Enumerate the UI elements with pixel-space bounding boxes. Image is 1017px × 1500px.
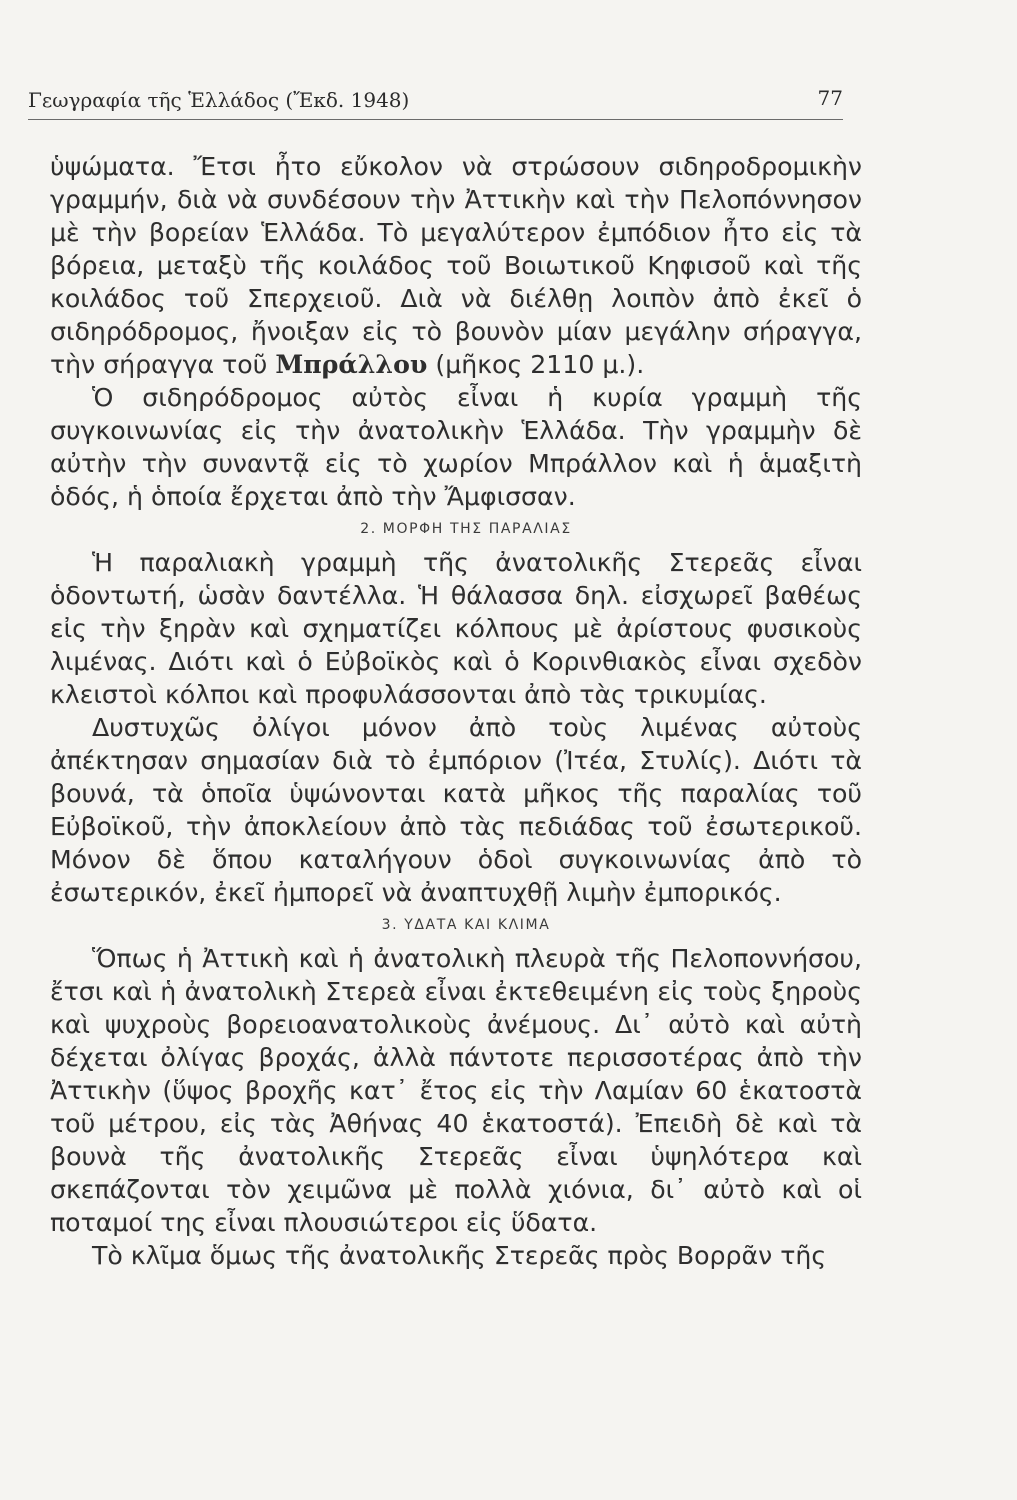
page-number: 77 bbox=[817, 86, 843, 110]
paragraph-railway-tunnel bbox=[50, 150, 862, 381]
header-rule bbox=[28, 119, 843, 120]
paragraph-main-line: Ὁ σιδηρόδρομος αὐτὸς εἶναι ἡ κυρία γραμμὴ τῆς συγκοινωνίας εἰς τὴν ἀνατολικὴν Ἑλλάδα. Τὴν γραμμὴν δὲ αὐτὴν τὴν συναντᾷ εἰς τὸ χωρίον Μπράλλον καὶ ἡ ἁμαξιτὴ ὁδός, ἡ ὁποία ἔρχεται ἀπὸ τὴν Ἄμφισσαν. bbox=[50, 383, 862, 511]
paragraph-winds-rain: Ὅπως ἡ Ἀττικὴ καὶ ἡ ἀνατολικὴ πλευρὰ τῆς Πελοποννήσου, ἔτσι καὶ ἡ ἀνατολικὴ Στερεὰ εἶναι ἐκτεθειμένη εἰς τοὺς ξηροὺς καὶ ψυχροὺς βορειοανατολικοὺς ἀνέμους. Δι᾿ αὐτὸ καὶ αὐτὴ δέχεται ὀλίγας βροχάς, ἀλλὰ πάντοτε περισσοτέρας ἀπὸ τὴν Ἀττικὴν (ὕψος βροχῆς κατ᾿ ἔτος εἰς τὴν Λαμίαν 60 ἑκατοστὰ τοῦ μέτρου, εἰς τὰς Ἀθήνας 40 ἑκατοστά). Ἐπειδὴ δὲ καὶ τὰ βουνὰ τῆς ἀνατολικῆς Στερεᾶς εἶναι ὑψηλότερα καὶ σκεπάζονται τὸν χειμῶνα μὲ πολλὰ χιόνια, δι᾿ αὐτὸ καὶ οἱ ποταμοί της εἶναι πλουσιώτεροι εἰς ὕδατα. bbox=[50, 944, 862, 1237]
tunnel-name-bold: Μπράλλου bbox=[275, 349, 428, 379]
section-heading-waters-climate: 3. ΥΔΑΤΑ ΚΑΙ ΚΛΙΜΑ bbox=[381, 917, 551, 933]
body-text bbox=[50, 150, 862, 1272]
running-title: Γεωγραφία τῆς Ἑλλάδος (Ἔκδ. 1948) bbox=[28, 88, 410, 112]
paragraph-coastline: Ἡ παραλιακὴ γραμμὴ τῆς ἀνατολικῆς Στερεᾶς εἶναι ὁδοντωτή, ὡσὰν δαντέλλα. Ἡ θάλασσα δηλ. εἰσχωρεῖ βαθέως εἰς τὴν ξηρὰν καὶ σχηματίζει κόλπους μὲ ἀρίστους φυσικοὺς λιμένας. Διότι καὶ ὁ Εὐβοϊκὸς καὶ ὁ Κορινθιακὸς εἶναι σχεδὸν κλειστοὶ κόλποι καὶ προφυλάσσονται ἀπὸ τὰς τρικυμίας. bbox=[50, 548, 862, 709]
paragraph-climate: Τὸ κλῖμα ὅμως τῆς ἀνατολικῆς Στερεᾶς πρὸς Βορρᾶν τῆς bbox=[92, 1241, 827, 1270]
section-heading-coast: 2. ΜΟΡΦΗ ΤΗΣ ΠΑΡΑΛΙΑΣ bbox=[360, 521, 572, 537]
page-header bbox=[28, 86, 843, 120]
paragraph-ports: Δυστυχῶς ὀλίγοι μόνον ἀπὸ τοὺς λιμένας αὐτοὺς ἀπέκτησαν σημασίαν διὰ τὸ ἐμπόριον (Ἰτέα, Στυλίς). Διότι τὰ βουνά, τὰ ὁποῖα ὑψώνονται κατὰ μῆκος τῆς παραλίας τοῦ Εὐβοϊκοῦ, τὴν ἀποκλείουν ἀπὸ τὰς πεδιάδας τοῦ ἐσωτερικοῦ. Μόνον δὲ ὅπου καταλήγουν ὁδοὶ συγκοινωνίας ἀπὸ τὸ ἐσωτερικόν, ἐκεῖ ἠμπορεῖ νὰ ἀναπτυχθῇ λιμὴν ἐμπορικός. bbox=[50, 713, 862, 907]
paragraph-text: ὑψώματα. Ἔτσι ἦτο εὔκολον νὰ στρώσουν σιδηροδρομικὴν γραμμήν, διὰ νὰ συνδέσουν τὴν Ἀττικὴν καὶ τὴν Πελοπόννησον μὲ τὴν βορείαν Ἑλλάδα. Τὸ μεγαλύτερον ἐμπόδιον ἦτο εἰς τὰ βόρεια, μεταξὺ τῆς κοιλάδος τοῦ Βοιωτικοῦ Κηφισοῦ καὶ τῆς κοιλάδος τοῦ Σπερχειοῦ. Διὰ νὰ διέλθῃ λοιπὸν ἀπὸ ἐκεῖ ὁ σιδηρόδρομος, ἤνοιξαν εἰς τὸ βουνὸν μίαν μεγάλην σήραγγα, τὴν σήραγγα τοῦ bbox=[50, 152, 862, 379]
paragraph-text: (μῆκος 2110 μ.). bbox=[427, 350, 645, 379]
